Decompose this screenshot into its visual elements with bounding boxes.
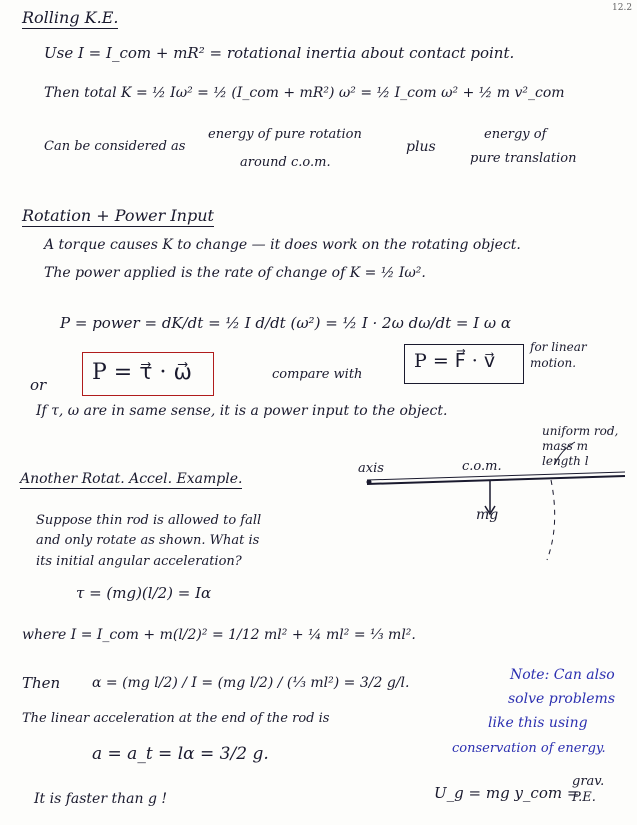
mg-label: mg <box>476 507 499 523</box>
power-line-2: The power applied is the rate of change of K = ½ Iω². <box>44 265 426 281</box>
example-line-3: its initial angular acceleration? <box>36 554 242 569</box>
compare-with: compare with <box>272 367 363 382</box>
rod-label: uniform rod, mass m length l <box>542 424 619 468</box>
rolling-paren1-top: energy of pure rotation <box>208 127 362 142</box>
inertia-equation: where I = I_com + m(l/2)² = 1/12 ml² + ¼ ml² = ⅓ ml². <box>22 627 416 643</box>
torque-equation: τ = (mg)(l/2) = Iα <box>76 584 212 602</box>
rolling-plus: plus <box>406 139 436 155</box>
pivot <box>367 480 372 485</box>
note-line-3: like this using <box>488 715 588 731</box>
power-line-1: A torque causes K to change — it does work on the rotating object. <box>44 237 521 253</box>
example-line-1: Suppose thin rod is allowed to fall <box>36 513 262 528</box>
power-or: or <box>30 376 47 394</box>
example-line-2: and only rotate as shown. What is <box>36 533 260 548</box>
note-line-2: solve problems <box>508 691 616 707</box>
rolling-paren2-top: energy of <box>484 127 547 142</box>
axis-label: axis <box>358 461 384 476</box>
alpha-equation: α = (mg l/2) / I = (mg l/2) / (⅓ ml²) = 3/2 g/l. <box>92 675 410 691</box>
note-line-4: conservation of energy. <box>452 741 606 756</box>
com-label: c.o.m. <box>462 459 502 474</box>
power-heading: Rotation + Power Input <box>22 206 214 225</box>
boxed-power-text: P = τ⃗ · ω⃗ <box>92 360 192 385</box>
example-line-4: The linear acceleration at the end of the rod is <box>22 711 330 726</box>
linear-note: for linear motion. <box>530 340 587 370</box>
rolling-paren1-bottom: around c.o.m. <box>240 155 331 170</box>
rolling-line-1: Use I = I_com + mR² = rotational inertia about contact point. <box>44 44 515 62</box>
page-number: 12.2 <box>612 3 633 13</box>
pe-label: grav. P.E. <box>572 774 605 805</box>
rolling-line-3: Can be considered as <box>44 139 186 154</box>
linear-power-equation: P = F⃗ · v⃗ <box>414 350 496 372</box>
alpha-then: Then <box>22 674 61 692</box>
pe-equation: U_g = mg y_com = <box>434 784 580 802</box>
fall-path <box>547 480 555 560</box>
example-line-5: It is faster than g ! <box>34 791 167 807</box>
rolling-line-2: Then total K = ½ Iω² = ½ (I_com + mR²) ω² = ½ I_com ω² + ½ m v²_com <box>44 85 565 101</box>
rolling-heading: Rolling K.E. <box>22 8 119 27</box>
note-line-1: Note: Can also <box>510 667 615 683</box>
power-equation: P = power = dK/dt = ½ I d/dt (ω²) = ½ I · 2ω dω/dt = I ω α <box>60 314 512 332</box>
rolling-paren2-bottom: pure translation <box>470 151 577 166</box>
example-heading: Another Rotat. Accel. Example. <box>20 471 243 487</box>
linear-accel-equation: a = a_t = lα = 3/2 g. <box>92 744 269 764</box>
power-line-3: If τ, ω are in same sense, it is a power input to the object. <box>36 403 448 419</box>
